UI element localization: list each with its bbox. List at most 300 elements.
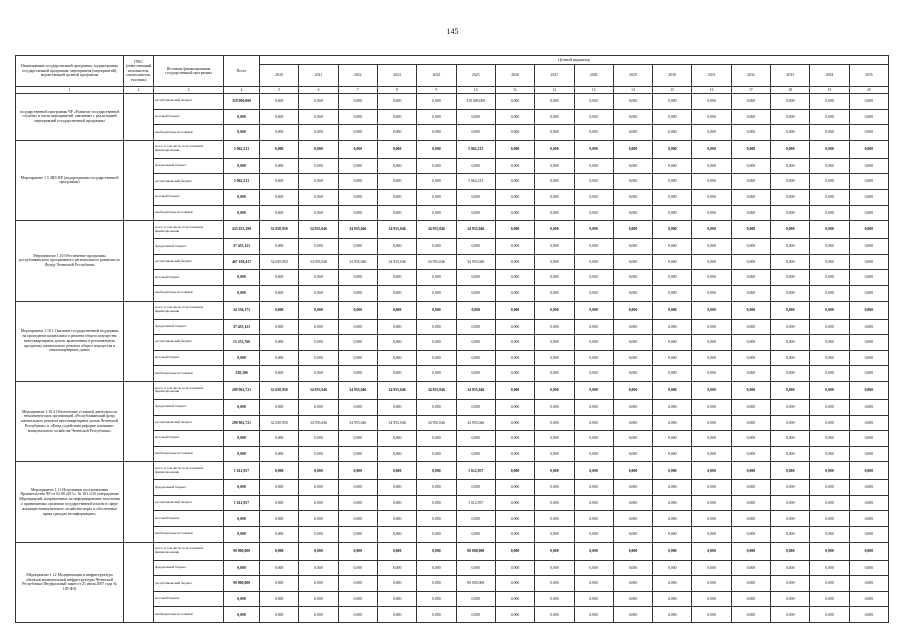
value-cell: 0,000 [377,527,416,543]
value-cell: 0,000 [810,399,849,415]
source-cell: всего, в том числе по источникам финансирования [154,221,224,239]
value-cell: 0,000 [613,542,652,560]
header-year: 2033 [771,65,810,87]
value-cell: 0,000 [771,174,810,190]
value-cell: 0,000 [495,94,534,110]
value-cell: 0,000 [260,319,299,335]
total-cell: 0,000 [224,480,260,496]
value-cell: 0,000 [377,301,416,319]
value-cell: 0,000 [417,205,456,221]
value-cell: 0,000 [771,431,810,447]
value-cell: 0,000 [377,591,416,607]
value-cell: 0,000 [771,205,810,221]
value-cell: 0,000 [692,221,731,239]
value-cell: 0,000 [377,189,416,205]
value-cell: 0,000 [653,462,692,480]
value-cell: 0,000 [653,591,692,607]
source-cell: федеральный бюджет [154,239,224,255]
value-cell: 0,000 [692,446,731,462]
value-cell: 0,000 [613,446,652,462]
value-cell: 0,000 [574,319,613,335]
value-cell: 0,000 [338,591,377,607]
value-cell: 0,000 [338,301,377,319]
value-cell: 0,000 [771,480,810,496]
value-cell: 0,000 [338,542,377,560]
value-cell: 0,000 [417,366,456,382]
value-cell: 0,000 [731,431,770,447]
value-cell: 0,000 [299,174,338,190]
value-cell: 0,000 [338,109,377,125]
value-cell: 0,000 [613,366,652,382]
header-year: 2025 [456,65,495,87]
value-cell: 0,000 [613,480,652,496]
total-cell: 0,000 [224,285,260,301]
value-cell: 0,000 [810,431,849,447]
value-cell: 0,000 [731,94,770,110]
value-cell: 0,000 [260,560,299,576]
value-cell: 0,000 [810,109,849,125]
value-cell: 0,000 [810,446,849,462]
value-cell: 0,000 [692,174,731,190]
value-cell: 0,000 [771,140,810,158]
value-cell: 0,000 [731,254,770,270]
value-cell: 0,000 [849,415,888,431]
value-cell: 0,000 [456,189,495,205]
value-cell: 0,000 [771,301,810,319]
value-cell: 0,000 [377,366,416,382]
value-cell: 0,000 [260,527,299,543]
value-cell: 0,000 [810,495,849,511]
value-cell: 0,000 [771,446,810,462]
value-cell: 0,000 [731,511,770,527]
value-cell: 0,000 [574,174,613,190]
value-cell: 0,000 [574,381,613,399]
total-cell: 318 000,000 [224,94,260,110]
value-cell: 0,000 [653,158,692,174]
value-cell: 0,000 [849,511,888,527]
value-cell: 0,000 [692,366,731,382]
value-cell: 0,000 [299,446,338,462]
value-cell: 0,000 [338,189,377,205]
source-cell: республиканский бюджет [154,576,224,592]
value-cell: 0,000 [338,270,377,286]
value-cell: 0,000 [653,350,692,366]
value-cell: 0,000 [849,350,888,366]
source-cell: местный бюджет [154,350,224,366]
value-cell: 0,000 [653,335,692,351]
table-row [16,542,889,560]
value-cell: 0,000 [574,366,613,382]
grbs-cell [124,94,154,141]
value-cell: 0,000 [535,560,574,576]
value-cell: 0,000 [535,335,574,351]
source-cell: внебюджетные источники [154,527,224,543]
header-year: 2035 [849,65,888,87]
value-cell: 0,000 [574,301,613,319]
value-cell: 0,000 [771,399,810,415]
value-cell: 0,000 [377,399,416,415]
value-cell: 0,000 [260,542,299,560]
index-cell: 6 [299,87,338,94]
value-cell: 0,000 [613,254,652,270]
value-cell: 0,000 [260,140,299,158]
value-cell: 0,000 [299,591,338,607]
index-cell: 13 [574,87,613,94]
value-cell: 0,000 [260,480,299,496]
value-cell: 0,000 [653,446,692,462]
value-cell: 0,000 [456,239,495,255]
value-cell: 0,000 [338,366,377,382]
value-cell: 0,000 [731,399,770,415]
index-cell: 8 [377,87,416,94]
value-cell: 0,000 [613,125,652,141]
value-cell: 0,000 [260,174,299,190]
header-year: 2030 [653,65,692,87]
value-cell: 0,000 [535,607,574,623]
value-cell: 0,000 [810,350,849,366]
value-cell: 0,000 [574,560,613,576]
header-year: 2029 [613,65,652,87]
value-cell: 0,000 [495,239,534,255]
total-cell: 15 253,766 [224,335,260,351]
value-cell: 0,000 [417,301,456,319]
value-cell: 0,000 [771,319,810,335]
value-cell: 0,000 [613,335,652,351]
value-cell: 0,000 [495,189,534,205]
value-cell: 0,000 [495,542,534,560]
value-cell: 0,000 [417,495,456,511]
value-cell: 0,000 [456,285,495,301]
value-cell: 0,000 [731,205,770,221]
source-cell: республиканский бюджет [154,415,224,431]
value-cell: 0,000 [692,158,731,174]
value-cell: 0,000 [535,301,574,319]
value-cell: 0,000 [653,125,692,141]
value-cell: 0,000 [417,576,456,592]
value-cell: 0,000 [810,174,849,190]
value-cell: 0,000 [613,319,652,335]
value-cell: 0,000 [535,462,574,480]
grbs-cell [124,140,154,220]
value-cell: 0,000 [810,254,849,270]
value-cell: 0,000 [456,270,495,286]
value-cell: 0,000 [574,205,613,221]
value-cell: 0,000 [771,511,810,527]
value-cell: 0,000 [377,350,416,366]
value-cell: 0,000 [810,335,849,351]
value-cell: 0,000 [653,431,692,447]
value-cell: 0,000 [299,189,338,205]
header-name: Наименование государственной программы, подпрограммы государственной программы, мероприятия (мероприятий), ведомственной целевой программы [16,56,124,87]
value-cell: 0,000 [692,140,731,158]
value-cell: 0,000 [417,270,456,286]
value-cell: 0,000 [377,285,416,301]
value-cell: 0,000 [535,381,574,399]
header-year: 2032 [731,65,770,87]
value-cell: 0,000 [692,591,731,607]
value-cell: 0,000 [417,511,456,527]
value-cell: 0,000 [377,480,416,496]
value-cell: 0,000 [692,480,731,496]
value-cell: 0,000 [771,109,810,125]
value-cell: 0,000 [771,125,810,141]
value-cell: 0,000 [849,560,888,576]
value-cell: 0,000 [810,285,849,301]
measure-name: Мероприятие 1.10 Обеспечение программы республиканского программного регионального развития по Фонду Чеченской Республики [16,221,124,301]
value-cell: 0,000 [456,205,495,221]
header-grbs: ГРБС (ответственный исполнитель, соисполнитель, участник) [124,56,154,87]
value-cell: 0,000 [535,446,574,462]
value-cell: 0,000 [377,495,416,511]
value-cell: 0,000 [377,576,416,592]
value-cell: 34 955,046 [377,381,416,399]
value-cell: 0,000 [692,205,731,221]
total-cell: 90 000,000 [224,576,260,592]
index-cell: 7 [338,87,377,94]
value-cell: 0,000 [456,350,495,366]
value-cell: 0,000 [377,158,416,174]
value-cell: 0,000 [456,109,495,125]
source-cell: республиканский бюджет [154,495,224,511]
index-cell: 9 [417,87,456,94]
value-cell: 0,000 [653,205,692,221]
value-cell: 0,000 [417,607,456,623]
value-cell: 0,000 [653,415,692,431]
value-cell: 0,000 [495,446,534,462]
value-cell: 0,000 [535,480,574,496]
value-cell: 0,000 [849,301,888,319]
table-row [16,140,889,158]
value-cell: 0,000 [495,335,534,351]
value-cell: 0,000 [653,270,692,286]
total-cell: 0,000 [224,205,260,221]
value-cell: 0,000 [495,415,534,431]
value-cell: 0,000 [613,462,652,480]
value-cell: 0,000 [810,511,849,527]
value-cell: 0,000 [613,270,652,286]
total-cell: 0,000 [224,109,260,125]
value-cell: 0,000 [456,607,495,623]
value-cell: 0,000 [574,495,613,511]
total-cell: 5 062,213 [224,140,260,158]
value-cell: 0,000 [849,254,888,270]
value-cell: 0,000 [574,109,613,125]
value-cell: 34 955,046 [417,221,456,239]
grbs-cell [124,542,154,622]
table-row [16,381,889,399]
value-cell: 0,000 [417,527,456,543]
value-cell: 0,000 [574,527,613,543]
value-cell: 0,000 [653,511,692,527]
value-cell: 0,000 [771,94,810,110]
value-cell: 0,000 [692,109,731,125]
value-cell: 0,000 [692,335,731,351]
header-year: 2022 [338,65,377,87]
value-cell: 0,000 [456,125,495,141]
value-cell: 0,000 [574,335,613,351]
value-cell: 0,000 [731,158,770,174]
value-cell: 0,000 [574,480,613,496]
value-cell: 0,000 [299,239,338,255]
value-cell: 0,000 [338,431,377,447]
value-cell: 0,000 [377,205,416,221]
value-cell: 0,000 [692,542,731,560]
index-cell: 2 [124,87,154,94]
value-cell: 0,000 [377,462,416,480]
value-cell: 0,000 [731,174,770,190]
value-cell: 0,000 [535,399,574,415]
value-cell: 0,000 [299,94,338,110]
value-cell: 0,000 [849,576,888,592]
measure-name: Мероприятие 1.10.1 Оказание государственной поддержки на проведение капитального ремонта общего имущества многоквартирных домов, включенных в региональную программу капитального ремонта общего имущества в многоквартирных домах [16,301,124,381]
value-cell: 318 000,000 [456,94,495,110]
value-cell: 0,000 [810,189,849,205]
value-cell: 0,000 [574,511,613,527]
index-cell: 4 [224,87,260,94]
total-cell: 0,000 [224,607,260,623]
value-cell: 0,000 [849,366,888,382]
value-cell: 0,000 [613,560,652,576]
value-cell: 0,000 [731,480,770,496]
value-cell: 0,000 [731,335,770,351]
value-cell: 0,000 [731,446,770,462]
value-cell: 0,000 [731,319,770,335]
value-cell: 0,000 [731,381,770,399]
value-cell: 0,000 [692,399,731,415]
value-cell: 0,000 [299,335,338,351]
value-cell: 0,000 [260,270,299,286]
value-cell: 0,000 [299,607,338,623]
value-cell: 0,000 [299,140,338,158]
value-cell: 0,000 [613,140,652,158]
value-cell: 1 612,957 [456,495,495,511]
value-cell: 0,000 [535,495,574,511]
value-cell: 0,000 [810,94,849,110]
value-cell: 0,000 [260,94,299,110]
value-cell: 0,000 [417,350,456,366]
value-cell: 0,000 [299,125,338,141]
value-cell: 0,000 [574,415,613,431]
value-cell: 0,000 [495,158,534,174]
value-cell: 0,000 [692,270,731,286]
value-cell: 0,000 [849,607,888,623]
value-cell: 0,000 [771,285,810,301]
value-cell: 0,000 [810,239,849,255]
value-cell: 0,000 [731,350,770,366]
value-cell: 0,000 [535,109,574,125]
value-cell: 0,000 [456,366,495,382]
value-cell: 0,000 [535,140,574,158]
measure-name: Мероприятие 1.5 ЗИЗ ФР (подпрограммы государственной программы) [16,140,124,220]
total-cell: 37 455,123 [224,319,260,335]
value-cell: 0,000 [613,205,652,221]
total-cell: 0,000 [224,189,260,205]
index-cell: 15 [653,87,692,94]
source-cell: местный бюджет [154,591,224,607]
value-cell: 0,000 [771,527,810,543]
value-cell: 0,000 [731,527,770,543]
value-cell: 0,000 [417,462,456,480]
value-cell: 0,000 [535,158,574,174]
total-cell: 1 612,957 [224,462,260,480]
value-cell: 0,000 [260,495,299,511]
value-cell: 0,000 [495,301,534,319]
index-cell: 20 [849,87,888,94]
value-cell: 0,000 [456,480,495,496]
value-cell: 0,000 [849,94,888,110]
value-cell: 0,000 [574,239,613,255]
value-cell: 0,000 [338,480,377,496]
value-cell: 0,000 [653,301,692,319]
value-cell: 34 955,046 [456,221,495,239]
value-cell: 0,000 [417,335,456,351]
value-cell: 0,000 [377,270,416,286]
value-cell: 0,000 [495,174,534,190]
value-cell: 0,000 [338,560,377,576]
source-cell: местный бюджет [154,109,224,125]
value-cell: 0,000 [574,94,613,110]
source-cell: местный бюджет [154,511,224,527]
index-cell: 17 [731,87,770,94]
value-cell: 0,000 [377,94,416,110]
value-cell: 0,000 [260,301,299,319]
financing-table [15,55,889,623]
value-cell: 0,000 [535,189,574,205]
value-cell: 0,000 [377,174,416,190]
value-cell: 0,000 [731,607,770,623]
measure-name: Мероприятие 1.12 Модернизация и инфраструктура объектов коммунальной инфраструктуры Чеченской Республики (Федеральный закон от 21 июля 2007 года № 185-ФЗ) [16,542,124,622]
value-cell: 0,000 [731,270,770,286]
value-cell: 0,000 [849,158,888,174]
value-cell: 0,000 [849,125,888,141]
value-cell: 0,000 [613,607,652,623]
value-cell: 0,000 [495,319,534,335]
value-cell: 0,000 [299,109,338,125]
value-cell: 0,000 [495,221,534,239]
value-cell: 0,000 [574,607,613,623]
value-cell: 0,000 [731,125,770,141]
table-header-row [16,56,889,65]
value-cell: 0,000 [377,140,416,158]
value-cell: 0,000 [613,174,652,190]
value-cell: 0,000 [731,495,770,511]
value-cell: 0,000 [338,239,377,255]
value-cell: 0,000 [260,607,299,623]
measure-name: Мероприятие 1.10.2 Обеспечение уставной деятельности некоммерческих организаций «Республиканский фонд капитального ремонта многоквартирных домов Чеченской Республики» и «Фонд содействия реформе жилищно-коммунального хозяйства Чеченской Республики» [16,381,124,461]
value-cell: 0,000 [495,495,534,511]
value-cell: 0,000 [417,109,456,125]
value-cell: 0,000 [810,158,849,174]
value-cell: 0,000 [810,542,849,560]
table-row [16,301,889,319]
value-cell: 0,000 [613,511,652,527]
total-cell: 209 962,721 [224,415,260,431]
value-cell: 0,000 [338,607,377,623]
value-cell: 0,000 [456,591,495,607]
value-cell: 0,000 [535,285,574,301]
header-total: Всего [224,56,260,87]
value-cell: 0,000 [613,189,652,205]
value-cell: 0,000 [260,109,299,125]
value-cell: 0,000 [377,607,416,623]
value-cell: 0,000 [574,140,613,158]
value-cell: 0,000 [731,301,770,319]
value-cell: 0,000 [692,254,731,270]
value-cell: 0,000 [495,285,534,301]
value-cell: 0,000 [653,542,692,560]
value-cell: 0,000 [574,270,613,286]
value-cell: 0,000 [613,381,652,399]
